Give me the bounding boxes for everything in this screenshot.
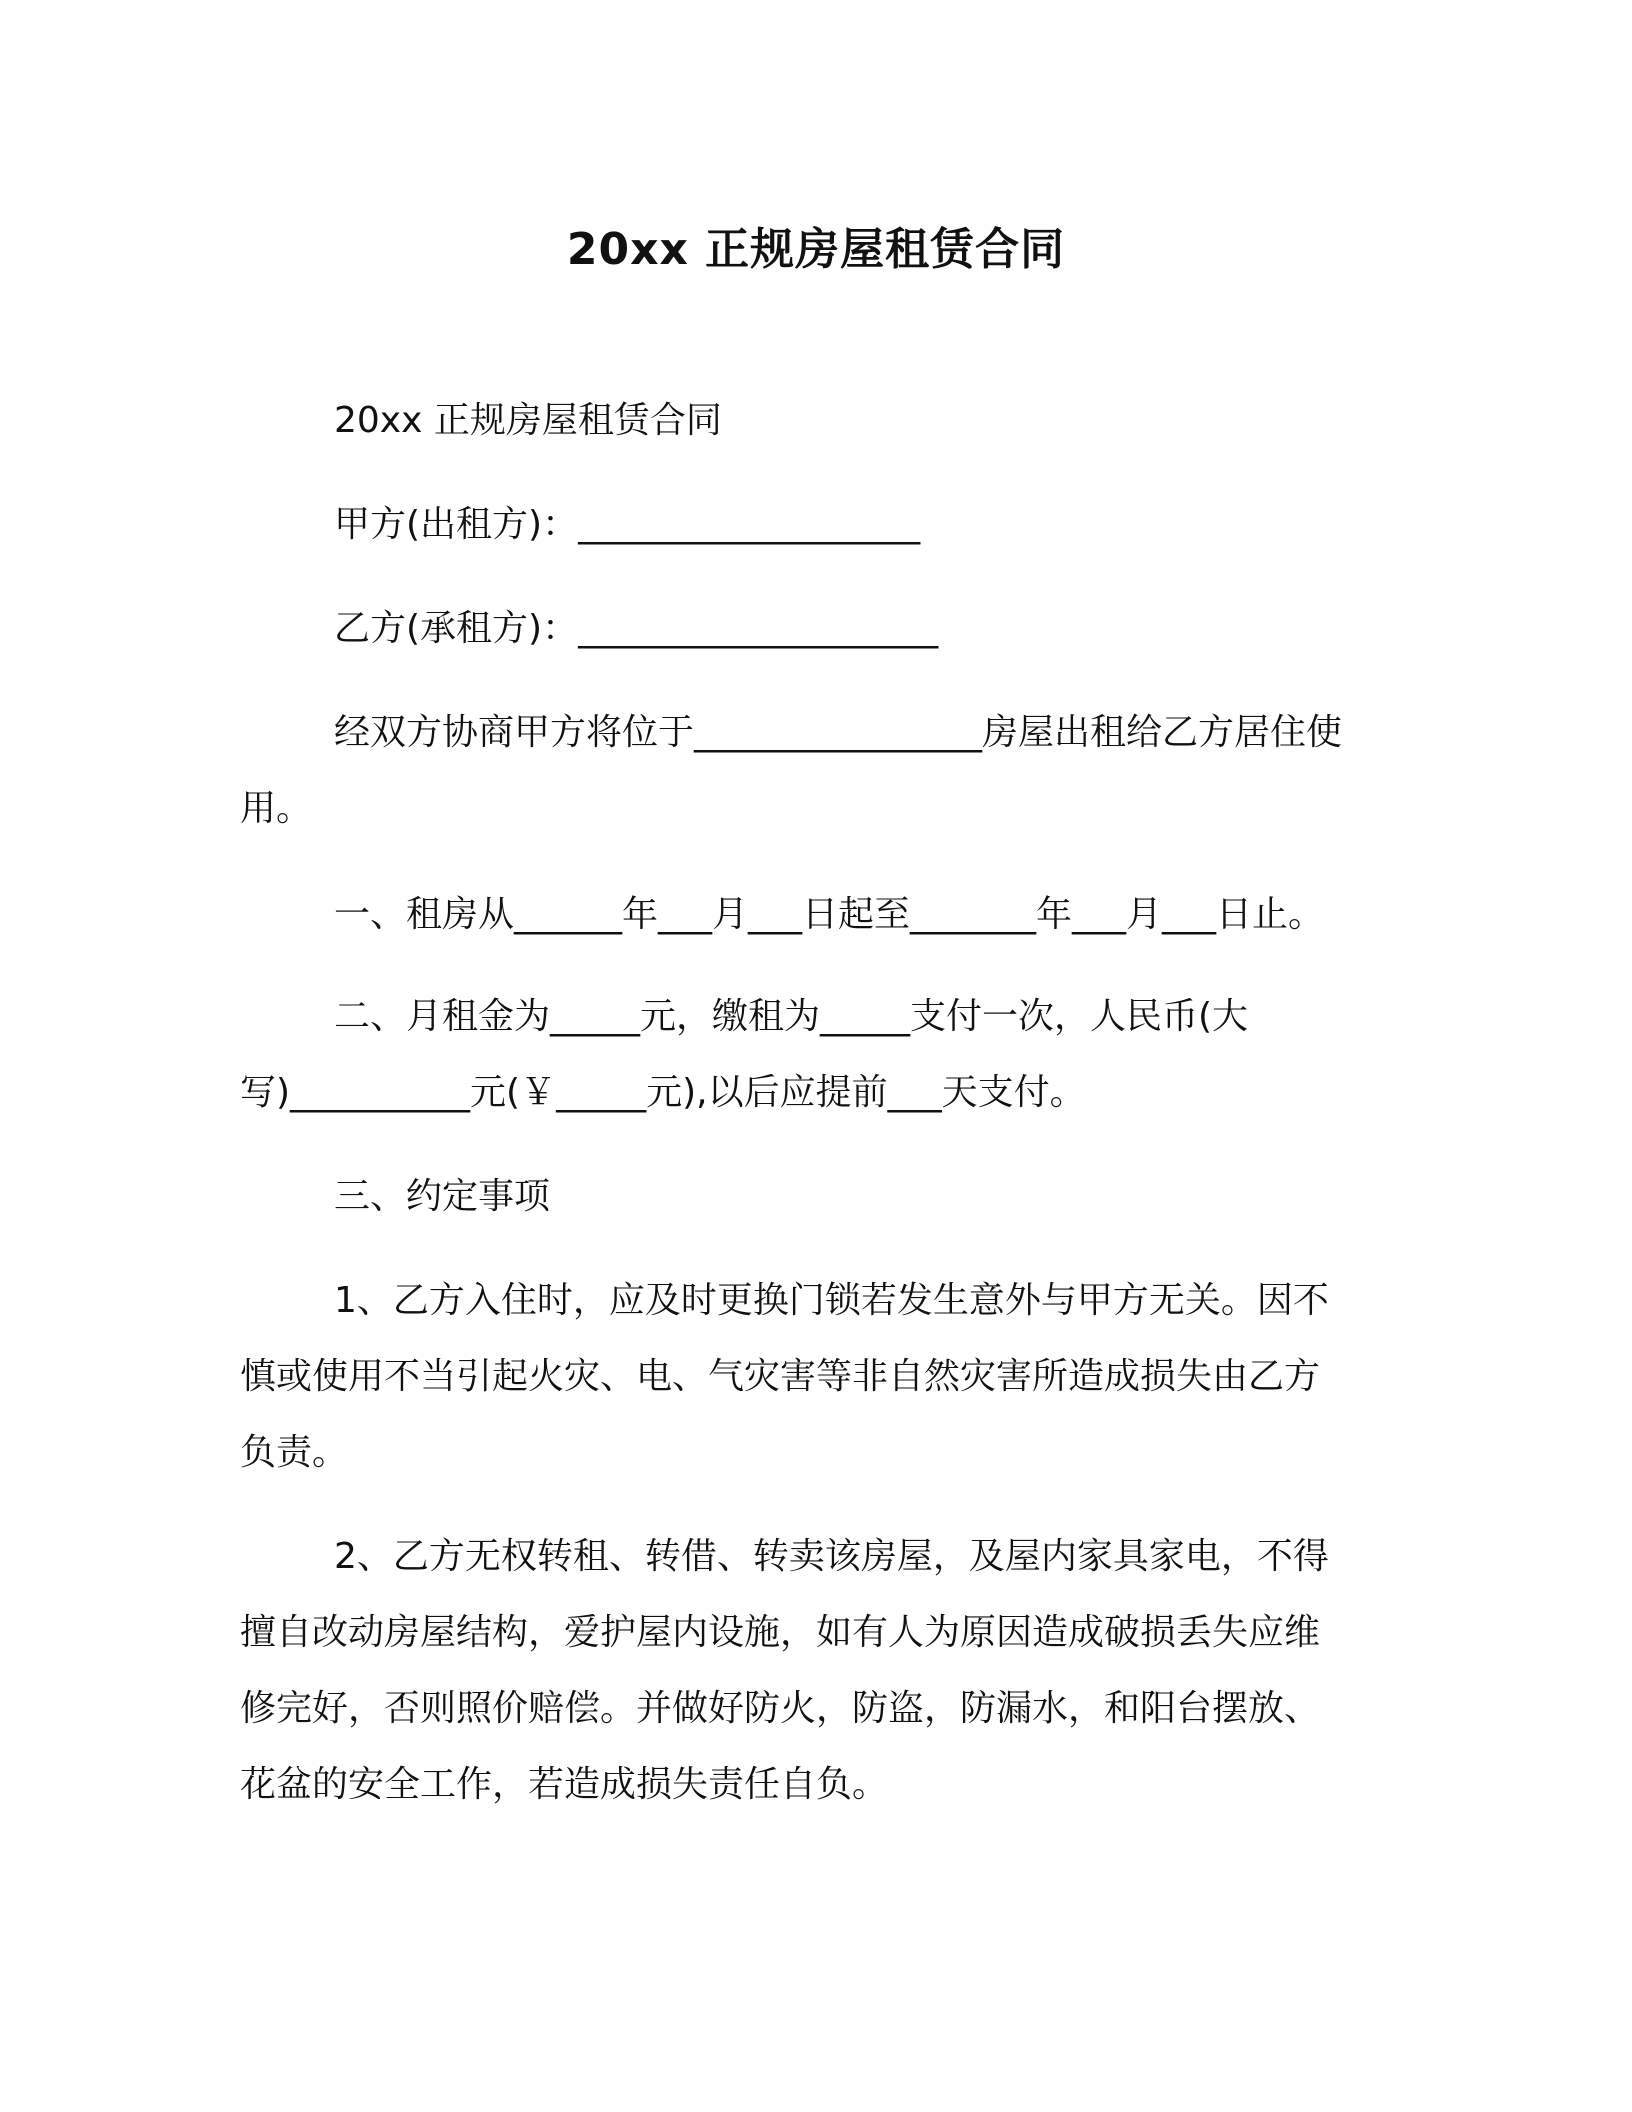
item-2-line-2: 擅自改动房屋结构，爱护屋内设施，如有人为原因造成破损丢失应维 [240,1612,1321,1653]
clause-2-line-2: 写)__________元(￥_____元),以后应提前___天支付。 [240,1072,1086,1113]
document-subtitle: 20xx 正规房屋租赁合同 [334,400,722,441]
item-1-line-1: 1、乙方入住时，应及时更换门锁若发生意外与甲方无关。因不 [334,1280,1329,1321]
item-1-line-3: 负责。 [240,1432,349,1473]
document-title: 20xx 正规房屋租赁合同 [566,224,1066,275]
item-2-line-3: 修完好，否则照价赔偿。并做好防火，防盗，防漏水，和阳台摆放、 [240,1688,1321,1729]
party-b-line: 乙方(承租方)：____________________ [334,608,939,649]
clause-1: 一、租房从______年___月___日起至_______年___月___日止。 [334,894,1325,935]
item-2-line-1: 2、乙方无权转租、转借、转卖该房屋，及屋内家具家电，不得 [334,1536,1329,1577]
clause-2-line-1: 二、月租金为_____元，缴租为_____支付一次，人民币(大 [334,996,1249,1037]
item-2-line-4: 花盆的安全工作，若造成损失责任自负。 [240,1764,889,1805]
item-1-line-2: 慎或使用不当引起火灾、电、气灾害等非自然灾害所造成损失由乙方 [240,1356,1321,1397]
intro-line-1: 经双方协商甲方将位于________________房屋出租给乙方居住使 [334,712,1343,753]
intro-line-2: 用。 [240,788,313,829]
party-a-line: 甲方(出租方)：___________________ [334,504,921,545]
clause-3-heading: 三、约定事项 [334,1176,551,1217]
